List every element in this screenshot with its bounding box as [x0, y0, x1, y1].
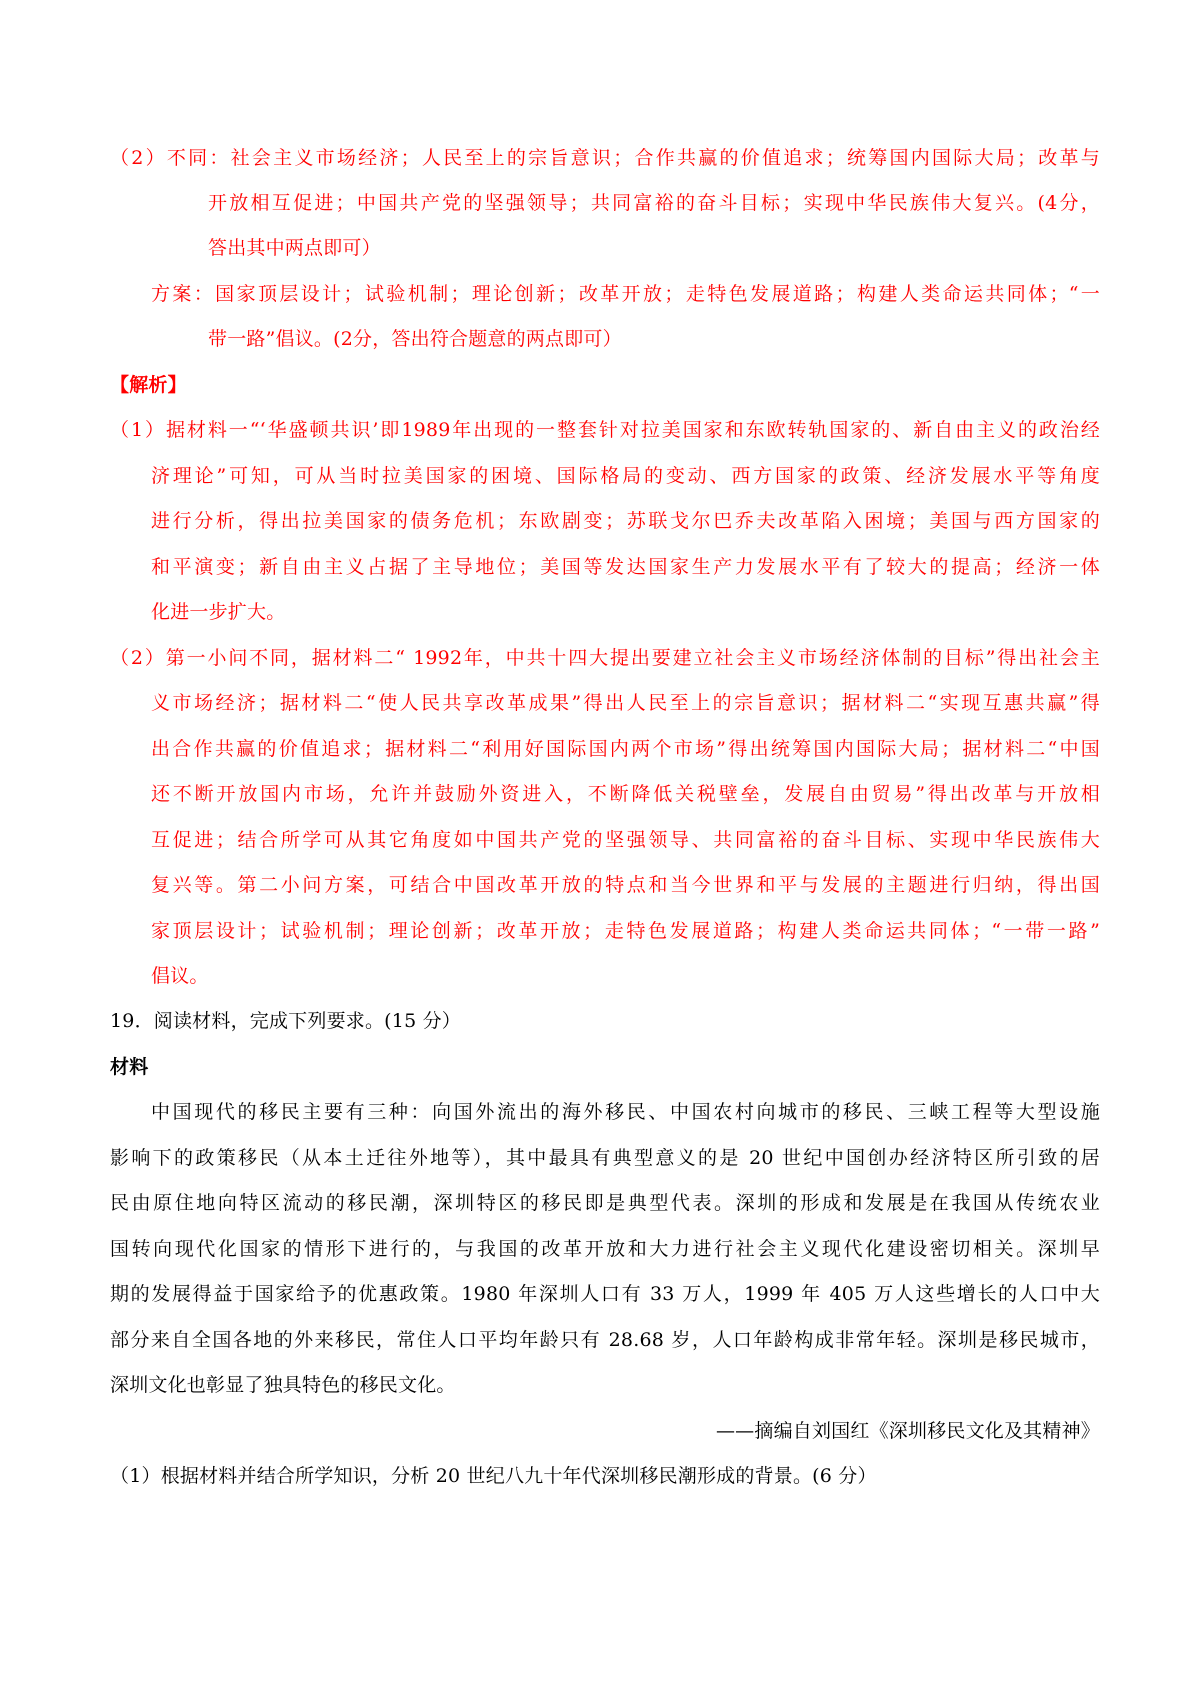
analysis1-line-5: 化进一步扩大。	[151, 601, 286, 623]
analysis1-line-2: 济理论”可知，可从当时拉美国家的困境、国际格局的变动、西方国家的政策、经济发展水平等角度	[151, 465, 1100, 487]
analysis2-line-4: 还不断开放国内市场，允许并鼓励外资进入，不断降低关税壁垒，发展自由贸易”得出改革与开放相	[151, 783, 1100, 805]
answer2-line-3: 答出其中两点即可）	[208, 237, 381, 259]
analysis2-line-7: 家顶层设计；试验机制；理论创新；改革开放；走特色发展道路；构建人类命运共同体；“一带一路”	[151, 920, 1100, 942]
answer2-plan-line-2: 带一路”倡议。(2分，答出符合题意的两点即可）	[208, 328, 622, 350]
analysis-header: 【解析】	[110, 374, 187, 396]
material-line-1: 中国现代的移民主要有三种：向国外流出的海外移民、中国农村向城市的移民、三峡工程等大型设施	[151, 1101, 1100, 1123]
analysis2-line-2: 义市场经济；据材料二“使人民共享改革成果”得出人民至上的宗旨意识；据材料二“实现互惠共赢”得	[151, 692, 1100, 714]
material-line-4: 国转向现代化国家的情形下进行的，与我国的改革开放和大力进行社会主义现代化建设密切相关。深圳早	[110, 1238, 1100, 1260]
material-line-5: 期的发展得益于国家给予的优惠政策。1980 年深圳人口有 33 万人，1999 年 405 万人这些增长的人口中大	[110, 1283, 1100, 1305]
analysis2-line-8: 倡议。	[151, 965, 209, 987]
answer2-line-2: 开放相互促进；中国共产党的坚强领导；共同富裕的奋斗目标；实现中华民族伟大复兴。(4分，	[208, 192, 1100, 214]
analysis2-line-1: （2）第一小问不同，据材料二“ 1992年，中共十四大提出要建立社会主义市场经济体制的目标”得出社会主	[110, 647, 1100, 669]
analysis2-line-3: 出合作共赢的价值追求；据材料二“利用好国际国内两个市场”得出统筹国内国际大局；据材料二“中国	[151, 738, 1100, 760]
analysis1-line-1: （1）据材料一“‘华盛顿共识’即1989年出现的一整套针对拉美国家和东欧转轨国家的、新自由主义的政治经	[110, 419, 1100, 441]
answer2-line-1: （2）不同：社会主义市场经济；人民至上的宗旨意识；合作共赢的价值追求；统筹国内国际大局；改革与	[110, 147, 1100, 169]
question19-sub1: （1）根据材料并结合所学知识，分析 20 世纪八九十年代深圳移民潮形成的背景。(6 分）	[110, 1465, 877, 1487]
material-source: ——摘编自刘国红《深圳移民文化及其精神》	[715, 1420, 1100, 1442]
material-line-2: 影响下的政策移民（从本土迁往外地等），其中最具有典型意义的是 20 世纪中国创办经济特区所引致的居	[110, 1147, 1100, 1169]
analysis1-line-3: 进行分析，得出拉美国家的债务危机；东欧剧变；苏联戈尔巴乔夫改革陷入困境；美国与西方国家的	[151, 510, 1100, 532]
answer2-plan-line-1: 方案：国家顶层设计；试验机制；理论创新；改革开放；走特色发展道路；构建人类命运共同体；“一	[151, 283, 1100, 305]
material-line-3: 民由原住地向特区流动的移民潮，深圳特区的移民即是典型代表。深圳的形成和发展是在我国从传统农业	[110, 1192, 1100, 1214]
material-line-7: 深圳文化也彰显了独具特色的移民文化。	[110, 1374, 456, 1396]
analysis1-line-4: 和平演变；新自由主义占据了主导地位；美国等发达国家生产力发展水平有了较大的提高；经济一体	[151, 556, 1100, 578]
analysis2-line-6: 复兴等。第二小问方案，可结合中国改革开放的特点和当今世界和平与发展的主题进行归纳，得出国	[151, 874, 1100, 896]
material-line-6: 部分来自全国各地的外来移民，常住人口平均年龄只有 28.68 岁，人口年龄构成非常年轻。深圳是移民城市，	[110, 1329, 1100, 1351]
question19-title: 19．阅读材料，完成下列要求。(15 分）	[110, 1010, 462, 1032]
material-label: 材料	[110, 1056, 149, 1078]
analysis2-line-5: 互促进；结合所学可从其它角度如中国共产党的坚强领导、共同富裕的奋斗目标、实现中华民族伟大	[151, 829, 1100, 851]
